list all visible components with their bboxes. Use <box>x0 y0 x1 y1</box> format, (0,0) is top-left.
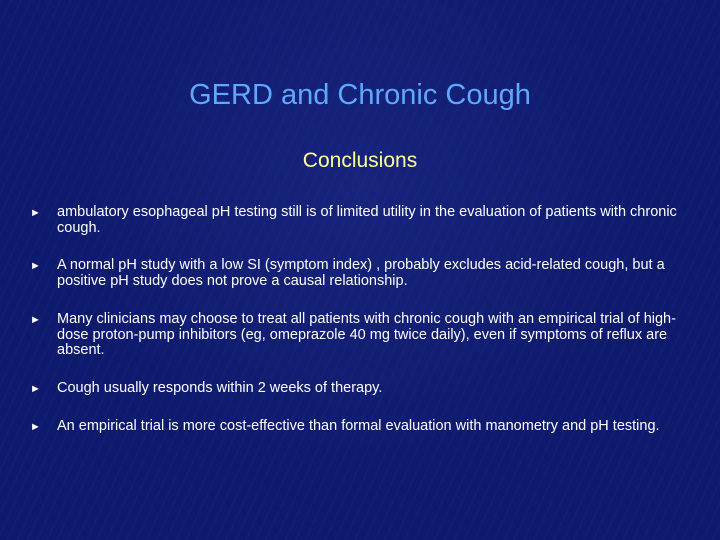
bullet-text: Cough usually responds within 2 weeks of therapy. <box>57 380 383 396</box>
bullet-item <box>30 205 695 236</box>
bullet-text: An empirical trial is more cost-effective than formal evaluation with manometry and pH testing. <box>57 418 660 434</box>
bullet-arrow-icon: ► <box>30 207 41 219</box>
bullet-item <box>30 419 660 435</box>
bullet-arrow-icon: ► <box>30 383 41 395</box>
bullet-text: A normal pH study with a low SI (symptom index) , probably excludes acid-related cough, but a positive pH study does not prove a causal relationship. <box>57 257 665 289</box>
slide-subtitle: Conclusions <box>302 149 418 172</box>
bullet-text: ambulatory esophageal pH testing still is of limited utility in the evaluation of patients with chronic cough. <box>57 204 677 236</box>
bullet-item <box>30 312 695 359</box>
bullet-arrow-icon: ► <box>30 421 41 433</box>
bullet-item <box>30 381 382 397</box>
bullet-arrow-icon: ► <box>30 260 41 272</box>
bullet-item <box>30 258 695 289</box>
bullet-arrow-icon: ► <box>30 314 41 326</box>
slide-title: GERD and Chronic Cough <box>189 79 531 111</box>
bullet-text: Many clinicians may choose to treat all patients with chronic cough with an empirical trial of high-dose proton-pump inhibitors (eg, omeprazole 40 mg twice daily), even if symptoms of reflux are absent. <box>57 311 676 358</box>
